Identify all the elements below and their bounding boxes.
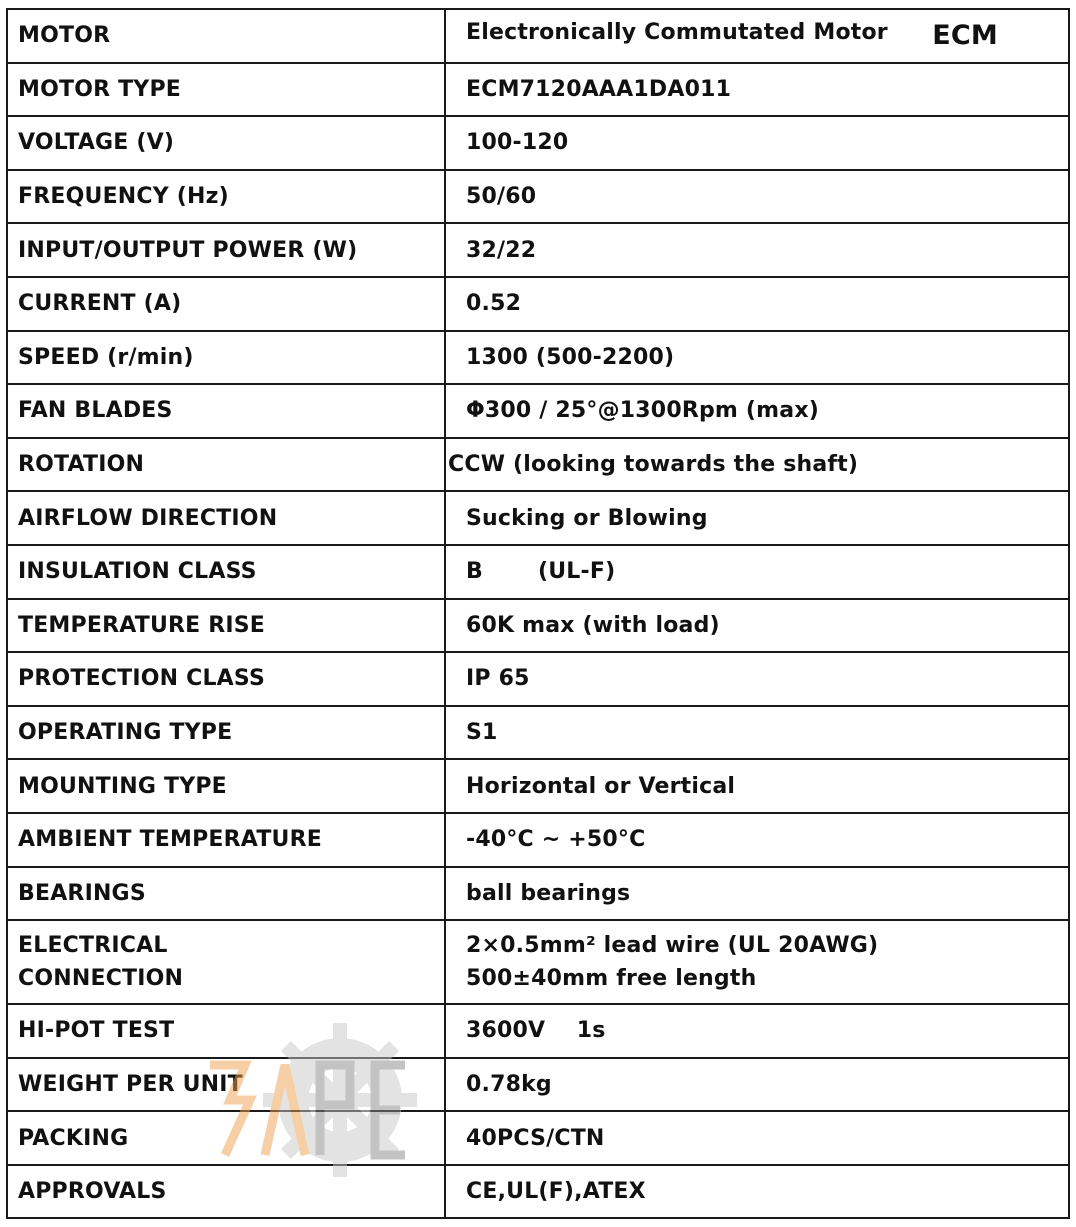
spec-label: MOTOR TYPE <box>7 63 445 117</box>
table-row <box>7 1111 1069 1165</box>
table-row <box>7 545 1069 599</box>
table-row <box>7 759 1069 813</box>
spec-label: PROTECTION CLASS <box>7 652 445 706</box>
table-row <box>7 491 1069 545</box>
spec-value: Electronically Commutated Motor <box>466 20 888 46</box>
spec-value-line: 2×0.5mm² lead wire (UL 20AWG) <box>466 933 879 959</box>
table-row <box>7 599 1069 653</box>
table-row <box>7 384 1069 438</box>
spec-value: S1 <box>445 706 1069 760</box>
spec-value: Φ300 / 25°@1300Rpm (max) <box>445 384 1069 438</box>
spec-value: B (UL-F) <box>445 545 1069 599</box>
spec-value: -40°C ~ +50°C <box>445 813 1069 867</box>
spec-value: ECM7120AAA1DA011 <box>445 63 1069 117</box>
table-row <box>7 331 1069 385</box>
table-row <box>7 9 1069 63</box>
spec-value: 0.78kg <box>445 1058 1069 1112</box>
spec-value: 40PCS/CTN <box>445 1111 1069 1165</box>
table-row <box>7 1058 1069 1112</box>
spec-value: Sucking or Blowing <box>445 491 1069 545</box>
spec-value: CE,UL(F),ATEX <box>445 1165 1069 1219</box>
spec-label: SPEED (r/min) <box>7 331 445 385</box>
spec-label: OPERATING TYPE <box>7 706 445 760</box>
table-row <box>7 438 1069 492</box>
spec-label: INSULATION CLASS <box>7 545 445 599</box>
spec-value: 32/22 <box>445 223 1069 277</box>
spec-label: MOTOR <box>7 9 445 63</box>
spec-table <box>6 8 1070 1219</box>
spec-label: ROTATION <box>7 438 445 492</box>
spec-value: ball bearings <box>445 867 1069 921</box>
table-row <box>7 1165 1069 1219</box>
spec-label: PACKING <box>7 1111 445 1165</box>
spec-value: 0.52 <box>445 277 1069 331</box>
spec-label: HI-POT TEST <box>7 1004 445 1058</box>
table-row <box>7 813 1069 867</box>
spec-value: 1300 (500-2200) <box>445 331 1069 385</box>
spec-value: IP 65 <box>445 652 1069 706</box>
table-row <box>7 116 1069 170</box>
table-row <box>7 867 1069 921</box>
spec-label: FAN BLADES <box>7 384 445 438</box>
spec-label: MOUNTING TYPE <box>7 759 445 813</box>
table-row <box>7 1004 1069 1058</box>
table-row <box>7 652 1069 706</box>
ecm-tag: ECM <box>932 20 998 52</box>
spec-label: FREQUENCY (Hz) <box>7 170 445 224</box>
spec-value: 60K max (with load) <box>445 599 1069 653</box>
spec-value: CCW (looking towards the shaft) <box>445 438 1069 492</box>
spec-label-line: CONNECTION <box>18 966 184 992</box>
spec-label: APPROVALS <box>7 1165 445 1219</box>
table-row <box>7 277 1069 331</box>
spec-label: VOLTAGE (V) <box>7 116 445 170</box>
spec-label-line: ELECTRICAL <box>18 933 168 959</box>
table-row <box>7 170 1069 224</box>
table-row <box>7 706 1069 760</box>
table-row <box>7 920 1069 1004</box>
spec-value: 50/60 <box>445 170 1069 224</box>
spec-label: BEARINGS <box>7 867 445 921</box>
spec-value-cell <box>445 9 1069 63</box>
spec-label-cell <box>7 920 445 1004</box>
spec-value: 3600V 1s <box>445 1004 1069 1058</box>
spec-label: AIRFLOW DIRECTION <box>7 491 445 545</box>
table-row <box>7 63 1069 117</box>
spec-value: Horizontal or Vertical <box>445 759 1069 813</box>
spec-value-line: 500±40mm free length <box>466 966 757 992</box>
spec-value: 100-120 <box>445 116 1069 170</box>
table-row <box>7 223 1069 277</box>
spec-label: CURRENT (A) <box>7 277 445 331</box>
spec-value-cell <box>445 920 1069 1004</box>
spec-label: INPUT/OUTPUT POWER (W) <box>7 223 445 277</box>
spec-label: TEMPERATURE RISE <box>7 599 445 653</box>
spec-label: AMBIENT TEMPERATURE <box>7 813 445 867</box>
spec-label: WEIGHT PER UNIT <box>7 1058 445 1112</box>
